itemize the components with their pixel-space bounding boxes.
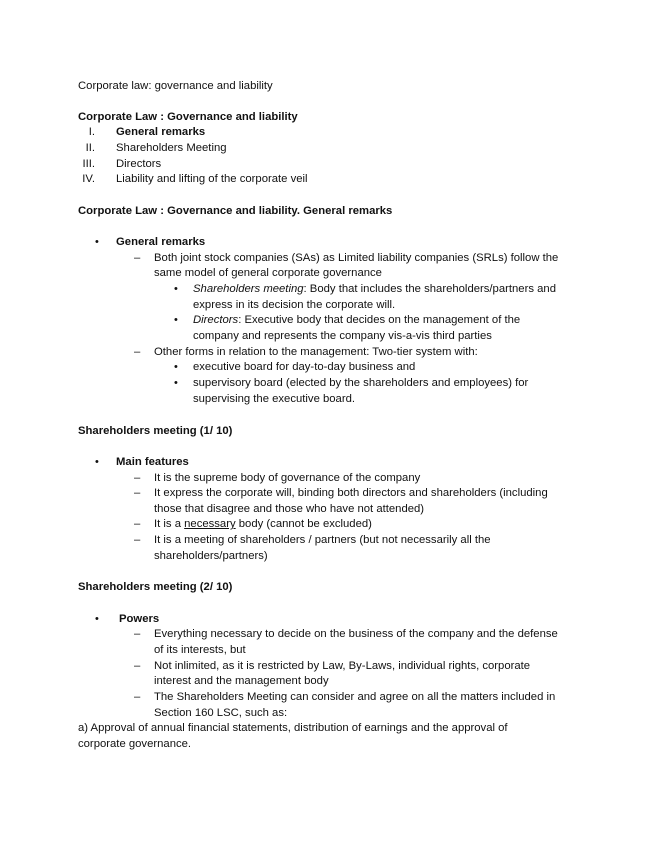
bullet-glyph: • <box>174 377 178 389</box>
dash-glyph: – <box>134 534 141 546</box>
paragraph-approval: a) Approval of annual financial statements, distribution of earnings and the approval of <box>78 722 508 734</box>
term-directors: Directors <box>193 314 239 326</box>
text-fragment: body (cannot be excluded) <box>235 518 372 530</box>
toc-numeral: III. <box>82 158 95 170</box>
dash-item-text-cont: shareholders/partners) <box>154 550 268 562</box>
definition-text: : Body that includes the shareholders/partners and <box>303 283 556 295</box>
text-fragment: It is a <box>154 518 185 530</box>
bullet-powers: Powers <box>119 613 160 625</box>
bullet-glyph: • <box>95 613 99 625</box>
dash-item-text: Everything necessary to decide on the business of the company and the defense <box>154 628 558 640</box>
dash-glyph: – <box>134 628 141 640</box>
toc-label: Liability and lifting of the corporate veil <box>116 173 308 185</box>
bullet-glyph: • <box>95 456 99 468</box>
toc-heading: Corporate Law : Governance and liability <box>78 111 298 123</box>
dash-item-text-cont: same model of general corporate governance <box>154 267 382 279</box>
dash-item-text: Other forms in relation to the management: Two-tier system with: <box>154 346 478 358</box>
dash-item-necessary <box>154 517 372 531</box>
dash-item-text: Both joint stock companies (SAs) as Limited liability companies (SRLs) follow the <box>154 252 559 264</box>
bullet-glyph: • <box>174 361 178 373</box>
dash-item-text: The Shareholders Meeting can consider and agree on all the matters included in <box>154 691 556 703</box>
document-title: Corporate law: governance and liability <box>78 80 273 92</box>
dash-glyph: – <box>134 691 141 703</box>
dash-glyph: – <box>134 660 141 672</box>
dash-glyph: – <box>134 346 141 358</box>
bullet-glyph: • <box>95 236 99 248</box>
sub-item-shareholders-meeting <box>193 282 556 296</box>
section-heading-shareholders-2: Shareholders meeting (2/ 10) <box>78 581 233 593</box>
underlined-word: necessary <box>184 518 236 530</box>
toc-numeral: II. <box>85 142 95 154</box>
sub-item-text-cont: company and represents the company vis-a-vis third parties <box>193 330 492 342</box>
dash-item-text-cont: Section 160 LSC, such as: <box>154 707 288 719</box>
dash-item-text: It is a meeting of shareholders / partners (but not necessarily all the <box>154 534 491 546</box>
toc-numeral: IV. <box>82 173 95 185</box>
paragraph-approval-cont: corporate governance. <box>78 738 192 750</box>
dash-item-text-cont: of its interests, but <box>154 644 246 656</box>
definition-text: : Executive body that decides on the management of the <box>238 314 521 326</box>
toc-label: General remarks <box>116 126 206 138</box>
sub-item-text-cont: express in its decision the corporate will. <box>193 299 396 311</box>
section-heading-general-remarks: Corporate Law : Governance and liability. General remarks <box>78 205 393 217</box>
bullet-general-remarks: General remarks <box>116 236 206 248</box>
dash-item-text: It express the corporate will, binding both directors and shareholders (including <box>154 487 548 499</box>
dash-item-text-cont: those that disagree and those who have not attended) <box>154 503 425 515</box>
sub-item-text: supervisory board (elected by the shareholders and employees) for <box>193 377 529 389</box>
dash-glyph: – <box>134 487 141 499</box>
toc-numeral: I. <box>88 126 95 138</box>
term-shareholders-meeting: Shareholders meeting <box>193 283 304 295</box>
bullet-glyph: • <box>174 314 178 326</box>
dash-glyph: – <box>134 518 141 530</box>
bullet-glyph: • <box>174 283 178 295</box>
dash-glyph: – <box>134 252 141 264</box>
dash-item-text: It is the supreme body of governance of the company <box>154 472 421 484</box>
sub-item-text: executive board for day-to-day business and <box>193 361 416 373</box>
bullet-main-features: Main features <box>116 456 189 468</box>
dash-item-text: Not inlimited, as it is restricted by Law, By-Laws, individual rights, corporate <box>154 660 531 672</box>
toc-label: Shareholders Meeting <box>116 142 227 154</box>
sub-item-text-cont: supervising the executive board. <box>193 393 356 405</box>
sub-item-directors <box>193 313 520 327</box>
dash-item-text-cont: interest and the management body <box>154 675 329 687</box>
section-heading-shareholders-1: Shareholders meeting (1/ 10) <box>78 425 233 437</box>
toc-label: Directors <box>116 158 162 170</box>
dash-glyph: – <box>134 472 141 484</box>
